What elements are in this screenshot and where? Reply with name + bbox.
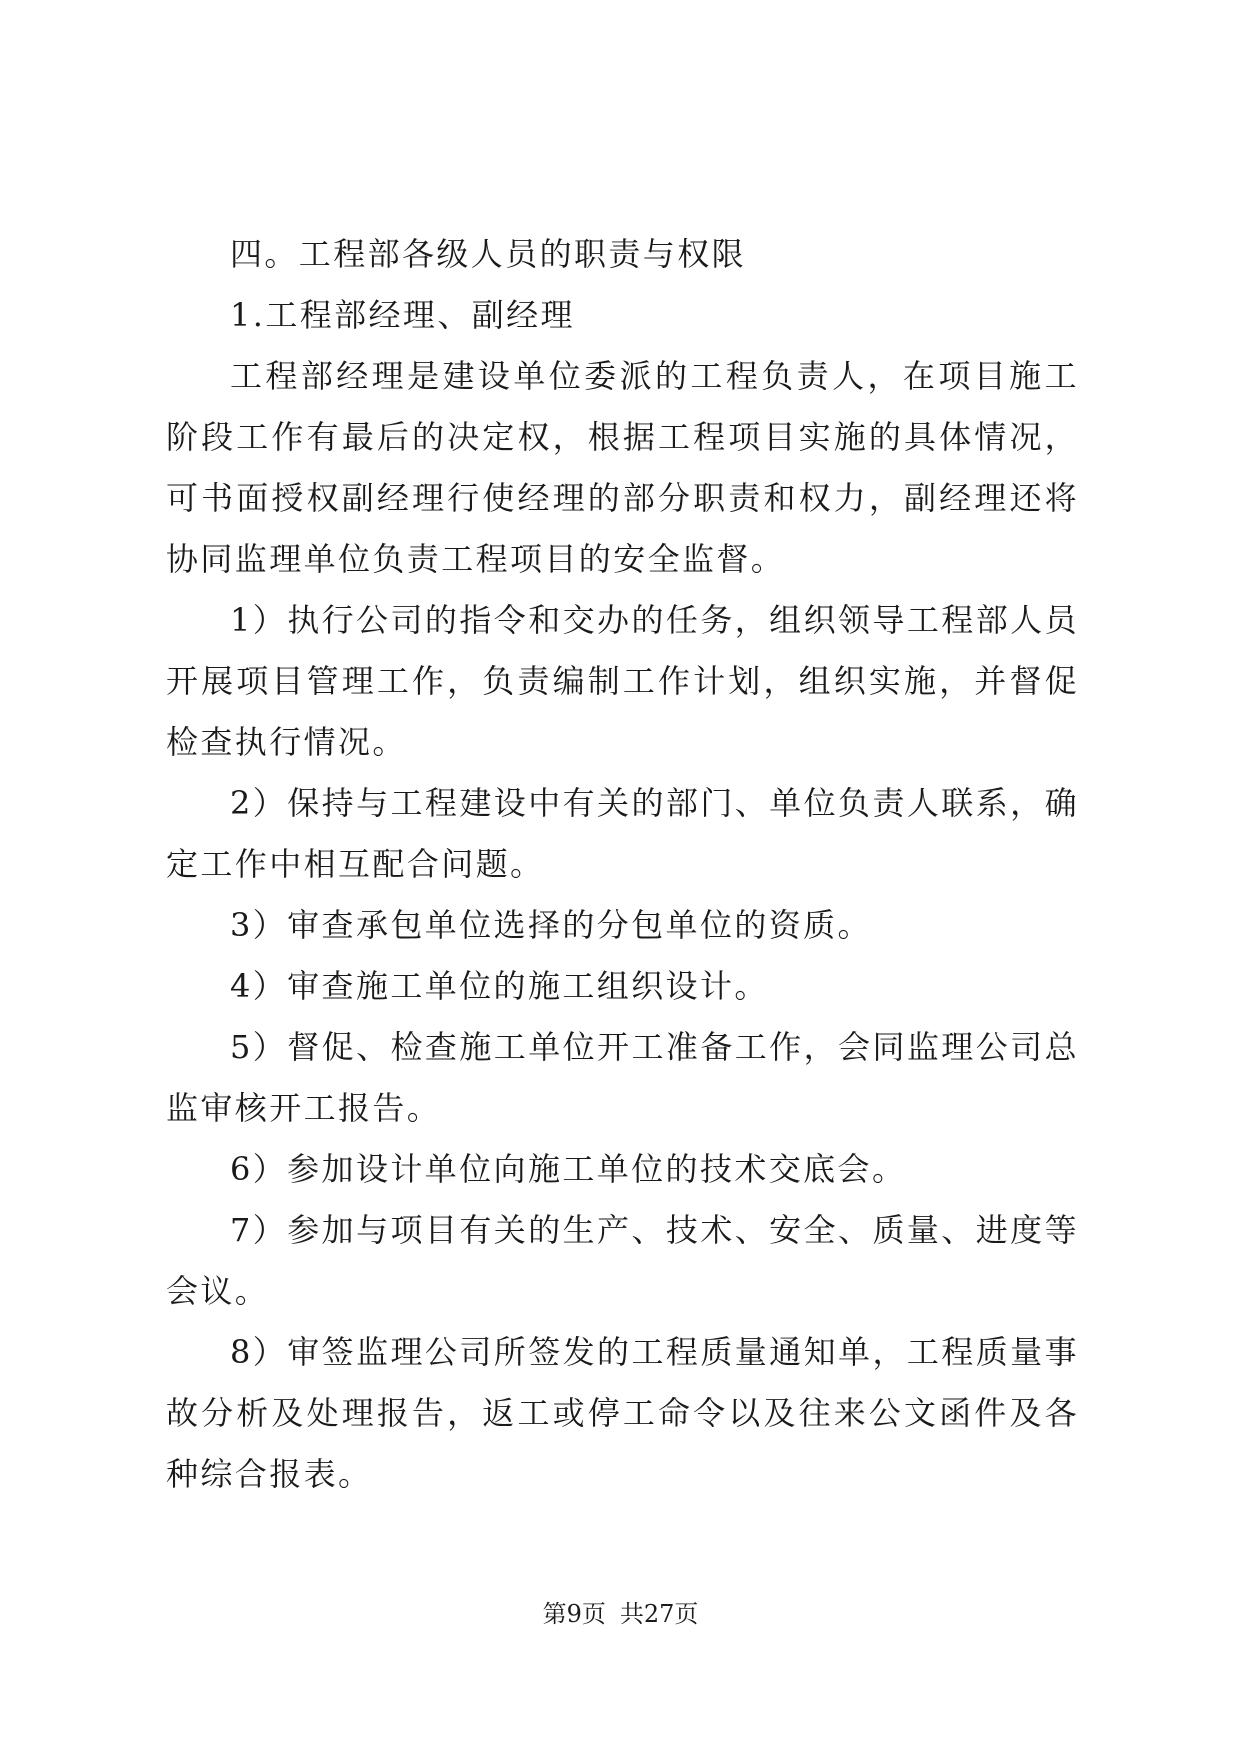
list-item: 8）审签监理公司所签发的工程质量通知单，工程质量事故分析及处理报告，返工或停工命令以及往来公文函件及各种综合报表。 <box>166 1333 1079 1493</box>
list-item: 6）参加设计单位向施工单位的技术交底会。 <box>230 1150 907 1188</box>
list-item: 5）督促、检查施工单位开工准备工作，会同监理公司总监审核开工报告。 <box>166 1028 1079 1127</box>
list-item: 3）审查承包单位选择的分包单位的资质。 <box>230 906 872 944</box>
list-item: 2）保持与工程建设中有关的部门、单位负责人联系，确定工作中相互配合问题。 <box>166 784 1079 883</box>
list-item: 1）执行公司的指令和交办的任务，组织领导工程部人员开展项目管理工作，负责编制工作计划，组织实施，并督促检查执行情况。 <box>166 601 1079 761</box>
list-item: 7）参加与项目有关的生产、技术、安全、质量、进度等会议。 <box>166 1211 1079 1310</box>
page-footer <box>0 1598 1241 1630</box>
section-title: 四。工程部各级人员的职责与权限 <box>230 235 747 273</box>
intro-paragraph: 工程部经理是建设单位委派的工程负责人，在项目施工阶段工作有最后的决定权，根据工程项目实施的具体情况，可书面授权副经理行使经理的部分职责和权力，副经理还将协同监理单位负责工程项目的安全监督。 <box>166 357 1079 578</box>
subsection-title: 1.工程部经理、副经理 <box>230 296 575 334</box>
document-body <box>166 224 1079 1505</box>
list-item: 4）审查施工单位的施工组织设计。 <box>230 967 769 1005</box>
page-number-current: 第9页 <box>542 1600 606 1628</box>
page-number-total: 共27页 <box>619 1600 699 1628</box>
